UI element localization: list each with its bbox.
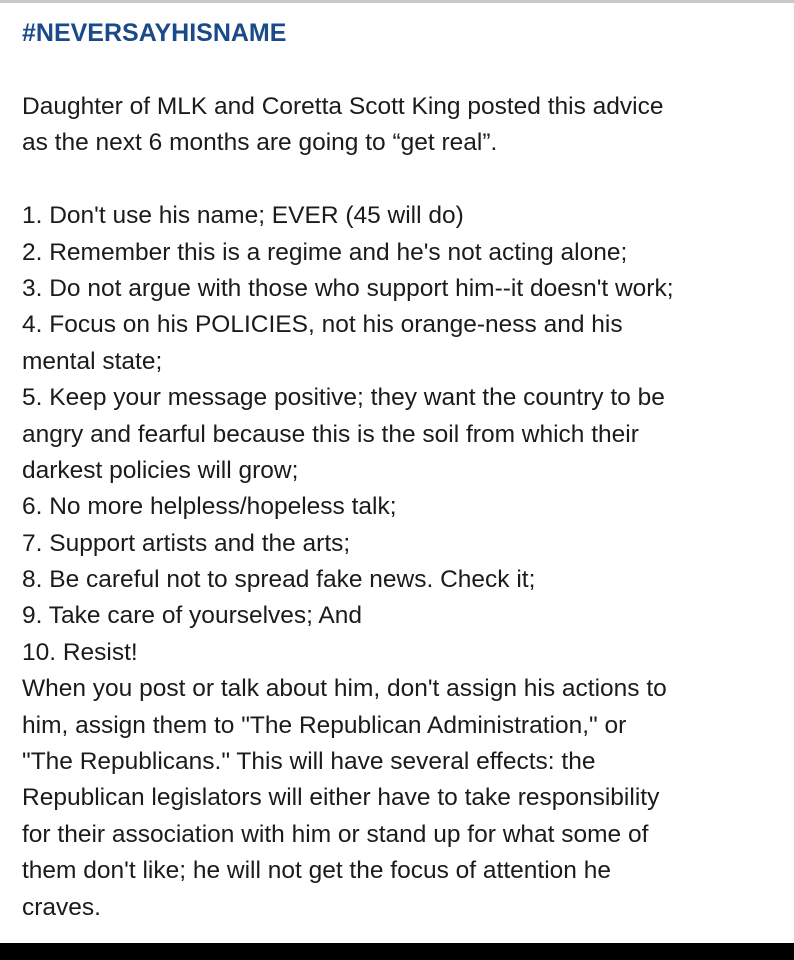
advice-item: 10. Resist! xyxy=(22,638,138,666)
top-border xyxy=(0,0,794,3)
intro-line: as the next 6 months are going to “get real”. xyxy=(22,129,498,157)
hashtag-title: #NEVERSAYHISNAME xyxy=(22,19,287,47)
advice-item: 5. Keep your message positive; they want the country to be xyxy=(22,384,665,412)
advice-item: 6. No more helpless/hopeless talk; xyxy=(22,493,397,521)
closing-line: for their association with him or stand up for what some of xyxy=(22,820,649,848)
advice-item-continued: angry and fearful because this is the soil from which their xyxy=(22,420,639,448)
bottom-black-bar xyxy=(0,943,794,960)
closing-line: him, assign them to "The Republican Administration," or xyxy=(22,711,627,739)
closing-line: "The Republicans." This will have several effects: the xyxy=(22,748,596,776)
advice-item: 1. Don't use his name; EVER (45 will do) xyxy=(22,202,464,230)
closing-line: them don't like; he will not get the focus of attention he xyxy=(22,857,611,885)
closing-line: When you post or talk about him, don't assign his actions to xyxy=(22,675,667,703)
advice-item: 7. Support artists and the arts; xyxy=(22,529,351,557)
closing-line: craves. xyxy=(22,893,101,921)
closing-line: Republican legislators will either have to take responsibility xyxy=(22,784,660,812)
advice-item: 8. Be careful not to spread fake news. Check it; xyxy=(22,566,536,594)
advice-item: 4. Focus on his POLICIES, not his orange-ness and his xyxy=(22,311,623,339)
intro-line: Daughter of MLK and Coretta Scott King posted this advice xyxy=(22,93,664,120)
advice-item-continued: mental state; xyxy=(22,347,163,375)
advice-item: 2. Remember this is a regime and he's not acting alone; xyxy=(22,238,628,266)
post-body xyxy=(22,89,782,926)
advice-item: 9. Take care of yourselves; And xyxy=(22,602,363,630)
advice-item: 3. Do not argue with those who support him--it doesn't work; xyxy=(22,274,674,302)
paragraph-gap xyxy=(22,162,782,198)
advice-item-continued: darkest policies will grow; xyxy=(22,456,299,484)
